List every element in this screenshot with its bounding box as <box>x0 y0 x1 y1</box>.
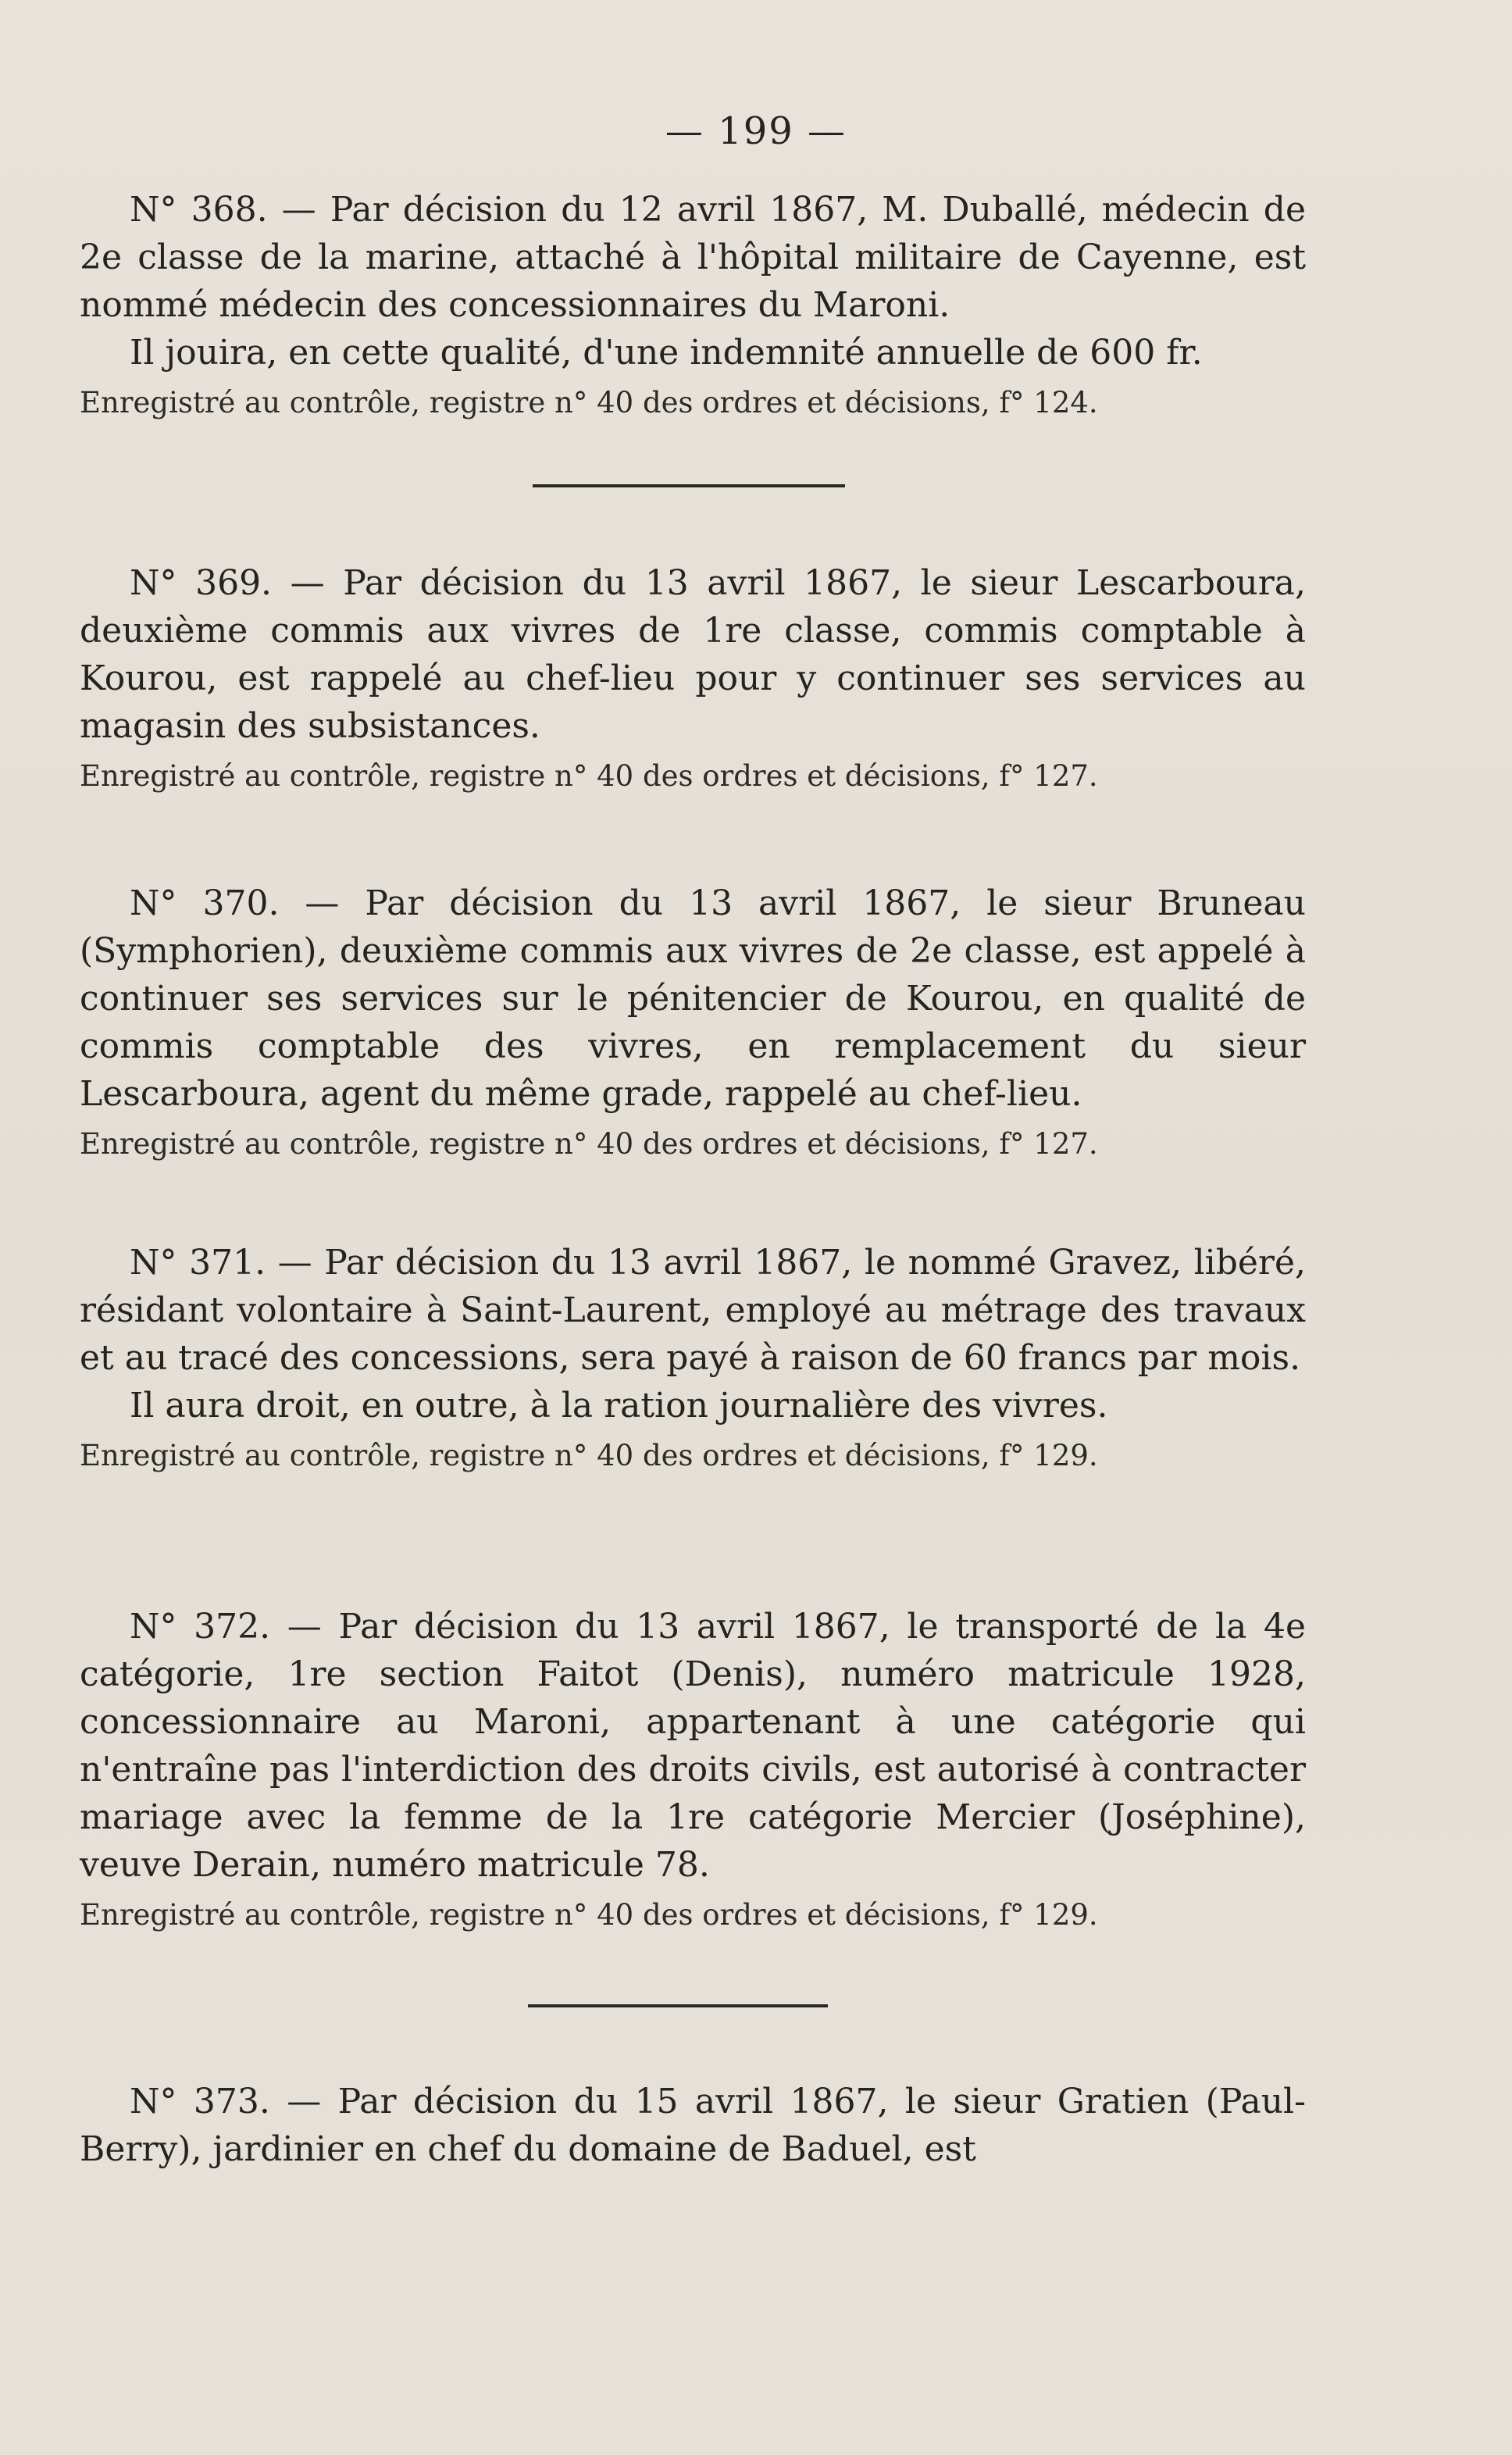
decision-entry-373 <box>80 2078 1306 2173</box>
entry-paragraph: N° 373. — Par décision du 15 avril 1867, le sieur Gratien (Paul-Berry), jardinier en chef du domaine de Baduel, est <box>80 2082 1306 2169</box>
entry-paragraph: N° 371. — Par décision du 13 avril 1867, le nommé Gravez, libéré, résidant volontaire à Saint-Laurent, employé au métrage des travaux et au tracé des concessions, sera payé à raison de 60 francs par mois. <box>80 1243 1306 1378</box>
decision-entry-372 <box>80 1603 1306 1937</box>
register-note: Enregistré au contrôle, registre n° 40 des ordres et décisions, f° 127. <box>80 1127 1098 1161</box>
entry-paragraph: N° 368. — Par décision du 12 avril 1867, M. Duballé, médecin de 2e classe de la marine, attaché à l'hôpital militaire de Cayenne, est nommé médecin des concessionnaires du Maroni. <box>80 190 1306 325</box>
decision-entry-371 <box>80 1239 1306 1478</box>
section-separator <box>533 484 845 487</box>
page-number: — 199 — <box>665 109 847 153</box>
section-separator <box>528 2004 828 2007</box>
register-note: Enregistré au contrôle, registre n° 40 des ordres et décisions, f° 129. <box>80 1439 1098 1472</box>
decision-entry-369 <box>80 559 1306 798</box>
decision-entry-368 <box>80 186 1306 425</box>
register-note: Enregistré au contrôle, registre n° 40 des ordres et décisions, f° 124. <box>80 386 1098 419</box>
entry-paragraph: Il aura droit, en outre, à la ration journalière des vivres. <box>130 1386 1108 1426</box>
entry-paragraph: N° 370. — Par décision du 13 avril 1867, le sieur Bruneau (Symphorien), deuxième commis aux vivres de 2e classe, est appelé à continuer ses services sur le pénitencier de Kourou, en qualité de commis comptable des vivres, en remplacement du sieur Lescarboura, agent du même grade, rappelé au chef-lieu. <box>80 883 1306 1114</box>
decision-entry-370 <box>80 880 1306 1166</box>
entry-paragraph: N° 369. — Par décision du 13 avril 1867, le sieur Lescarboura, deuxième commis aux vivres de 1re classe, commis comptable à Kourou, est rappelé au chef-lieu pour y continuer ses services au magasin des subsistances. <box>80 563 1306 746</box>
register-note: Enregistré au contrôle, registre n° 40 des ordres et décisions, f° 127. <box>80 759 1098 793</box>
entry-paragraph: Il jouira, en cette qualité, d'une indemnité annuelle de 600 fr. <box>130 333 1203 373</box>
register-note: Enregistré au contrôle, registre n° 40 des ordres et décisions, f° 129. <box>80 1898 1098 1932</box>
entry-paragraph: N° 372. — Par décision du 13 avril 1867, le transporté de la 4e catégorie, 1re section Faitot (Denis), numéro matricule 1928, concessionnaire au Maroni, appartenant à une catégorie qui n'entraîne pas l'interdiction des droits civils, est autorisé à contracter mariage avec la femme de la 1re catégorie Mercier (Joséphine), veuve Derain, numéro matricule 78. <box>80 1607 1306 1885</box>
